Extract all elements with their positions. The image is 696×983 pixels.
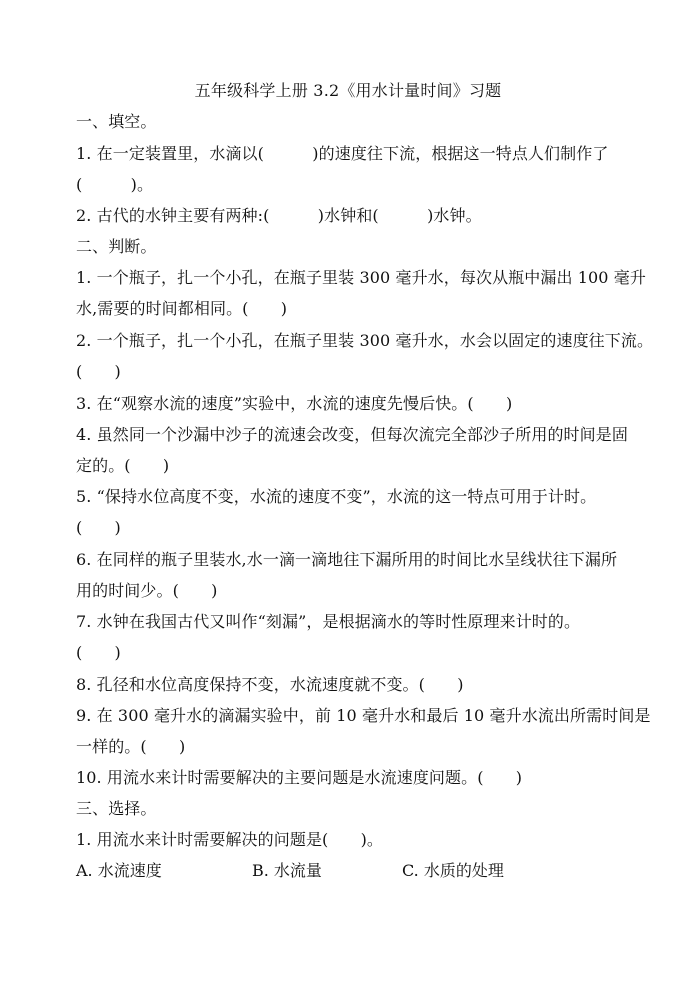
judge-item-5-line-2: ( )	[76, 518, 121, 537]
judge-item-2-line-2: ( )	[76, 362, 121, 381]
fill-item-2-line-1: 2. 古代的水钟主要有两种:( )水钟和( )水钟。	[76, 206, 482, 225]
section-fill-heading: 一、填空。	[76, 112, 157, 131]
choice-option-c: C. 水质的处理	[402, 861, 504, 880]
judge-item-1-line-1: 1. 一个瓶子，扎一个小孔，在瓶子里装 300 毫升水，每次从瓶中漏出 100 毫升	[76, 268, 646, 287]
choice-option-b: B. 水流量	[252, 861, 322, 880]
judge-item-2-line-1: 2. 一个瓶子，扎一个小孔，在瓶子里装 300 毫升水，水会以固定的速度往下流。	[76, 331, 654, 350]
fill-item-1-line-1: 1. 在一定装置里，水滴以( )的速度往下流，根据这一特点人们制作了	[76, 144, 609, 163]
judge-item-9-line-2: 一样的。( )	[76, 737, 186, 756]
judge-item-4-line-1: 4. 虽然同一个沙漏中沙子的流速会改变，但每次流完全部沙子所用的时间是固	[76, 425, 628, 444]
judge-item-10-line-1: 10. 用流水来计时需要解决的主要问题是水流速度问题。( )	[76, 768, 523, 787]
judge-item-8-line-1: 8. 孔径和水位高度保持不变，水流速度就不变。( )	[76, 675, 464, 694]
judge-item-3-line-1: 3. 在“观察水流的速度”实验中，水流的速度先慢后快。( )	[76, 394, 513, 413]
judge-item-4-line-2: 定的。( )	[76, 456, 170, 475]
fill-item-1-line-2: ( )。	[76, 175, 154, 194]
judge-item-6-line-1: 6. 在同样的瓶子里装水,水一滴一滴地往下漏所用的时间比水呈线状往下漏所	[76, 550, 618, 569]
choice-item-1-options	[76, 860, 636, 882]
judge-item-6-line-2: 用的时间少。( )	[76, 581, 218, 600]
judge-item-9-line-1: 9. 在 300 毫升水的滴漏实验中，前 10 毫升水和最后 10 毫升水流出所需时间是	[76, 706, 651, 725]
choice-option-a: A. 水流速度	[76, 861, 162, 880]
judge-item-7-line-2: ( )	[76, 643, 121, 662]
section-judge-heading: 二、判断。	[76, 237, 157, 256]
section-choice-heading: 三、选择。	[76, 799, 157, 818]
choice-item-1-line-1: 1. 用流水来计时需要解决的问题是( )。	[76, 830, 384, 849]
page-title: 五年级科学上册 3.2《用水计量时间》习题	[194, 81, 502, 100]
judge-item-5-line-1: 5. “保持水位高度不变，水流的速度不变”，水流的这一特点可用于计时。	[76, 487, 597, 506]
judge-item-1-line-2: 水,需要的时间都相同。( )	[76, 299, 288, 318]
judge-item-7-line-1: 7. 水钟在我国古代又叫作“刻漏”，是根据滴水的等时性原理来计时的。	[76, 612, 581, 631]
